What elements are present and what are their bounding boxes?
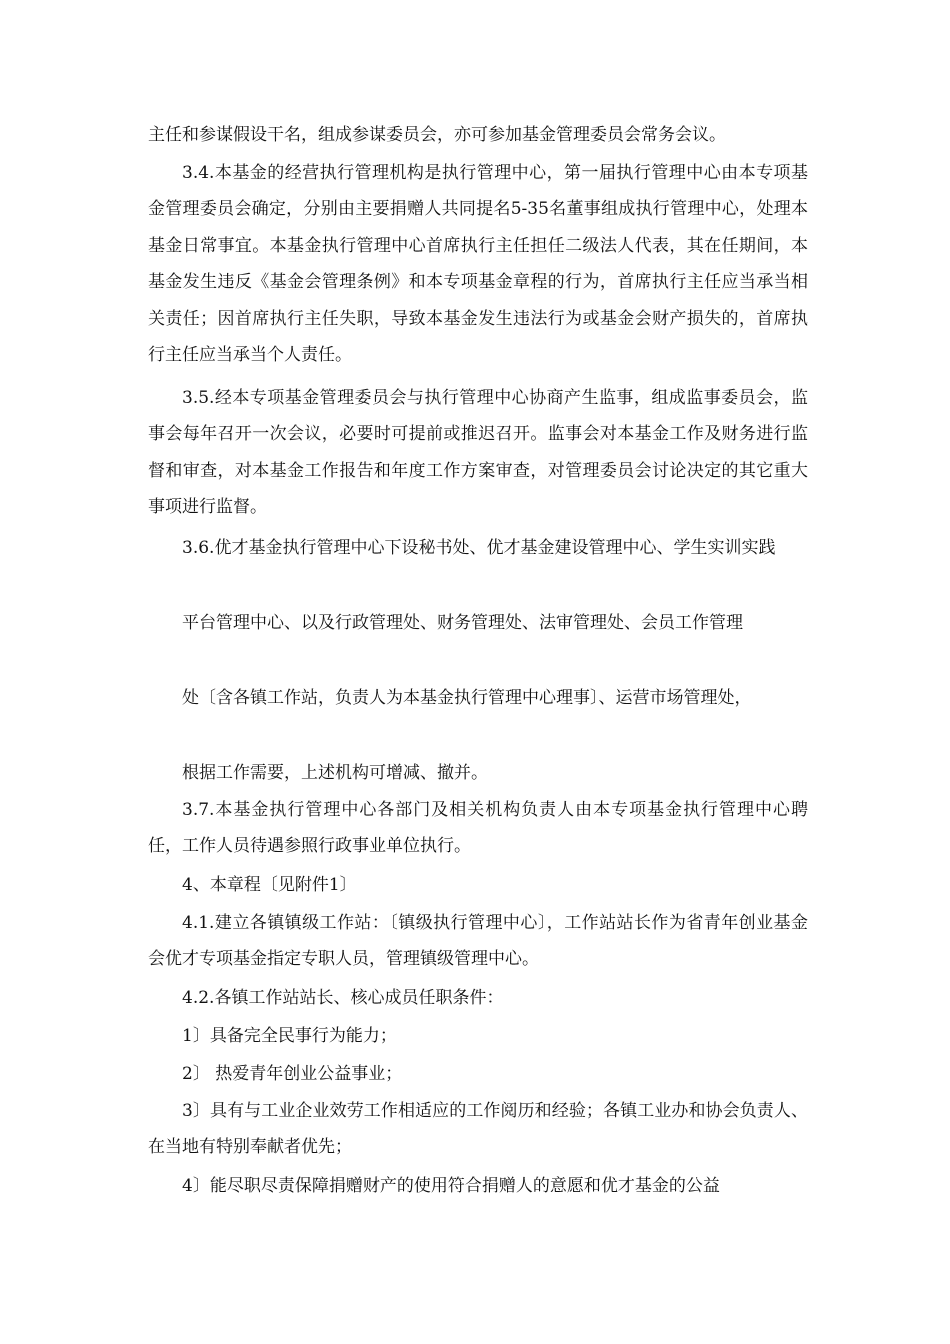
paragraph-1: 主任和参谋假设干名，组成参谋委员会，亦可参加基金管理委员会常务会议。 xyxy=(148,125,726,145)
list-item-2: 2〕 热爱青年创业公益事业； xyxy=(182,1064,403,1084)
list-item-4: 4〕能尽职尽责保障捐赠财产的使用符合捐赠人的意愿和优才基金的公益 xyxy=(182,1176,720,1196)
paragraph-3-6-cont-2: 处〔含各镇工作站，负责人为本基金执行管理中心理事〕、运营市场管理处， xyxy=(182,688,752,708)
list-item-1: 1〕具备完全民事行为能力； xyxy=(182,1026,397,1046)
paragraph-4-2: 4.2.各镇工作站站长、核心成员任职条件： xyxy=(182,988,504,1008)
paragraph-4-1: 4.1.建立各镇镇级工作站：〔镇级执行管理中心〕，工作站站长作为省青年创业基金会优才专项基金指定专职人员，管理镇级管理中心。 xyxy=(148,913,808,970)
paragraph-3-6-cont-1: 平台管理中心、以及行政管理处、财务管理处、法审管理处、会员工作管理 xyxy=(182,613,743,633)
paragraph-3-7: 3.7.本基金执行管理中心各部门及相关机构负责人由本专项基金执行管理中心聘任，工作人员待遇参照行政事业单位执行。 xyxy=(148,800,808,857)
list-item-3: 3〕具有与工业企业效劳工作相适应的工作阅历和经验；各镇工业办和协会负责人、在当地有特别奉献者优先； xyxy=(148,1101,808,1158)
paragraph-3-4: 3.4.本基金的经营执行管理机构是执行管理中心，第一届执行管理中心由本专项基金管理委员会确定，分别由主要捐赠人共同提名5-35名董事组成执行管理中心，处理本基金日常事宜。本基金执行管理中心首席执行主任担任二级法人代表，其在任期间，本基金发生违反《基金会管理条例》和本专项基金章程的行为，首席执行主任应当承当相关责任；因首席执行主任失职，导致本基金发生违法行为或基金会财产损失的，首席执行主任应当承当个人责任。 xyxy=(148,163,808,366)
paragraph-3-6-cont-3: 根据工作需要，上述机构可增减、撤并。 xyxy=(182,763,488,783)
paragraph-4: 4、本章程〔见附件1〕 xyxy=(182,875,357,895)
paragraph-3-5: 3.5.经本专项基金管理委员会与执行管理中心协商产生监事，组成监事委员会，监事会每年召开一次会议，必要时可提前或推迟召开。监事会对本基金工作及财务进行监督和审查，对本基金工作报告和年度工作方案审查，对管理委员会讨论决定的其它重大事项进行监督。 xyxy=(148,388,808,518)
paragraph-3-6: 3.6.优才基金执行管理中心下设秘书处、优才基金建设管理中心、学生实训实践 xyxy=(182,538,776,558)
